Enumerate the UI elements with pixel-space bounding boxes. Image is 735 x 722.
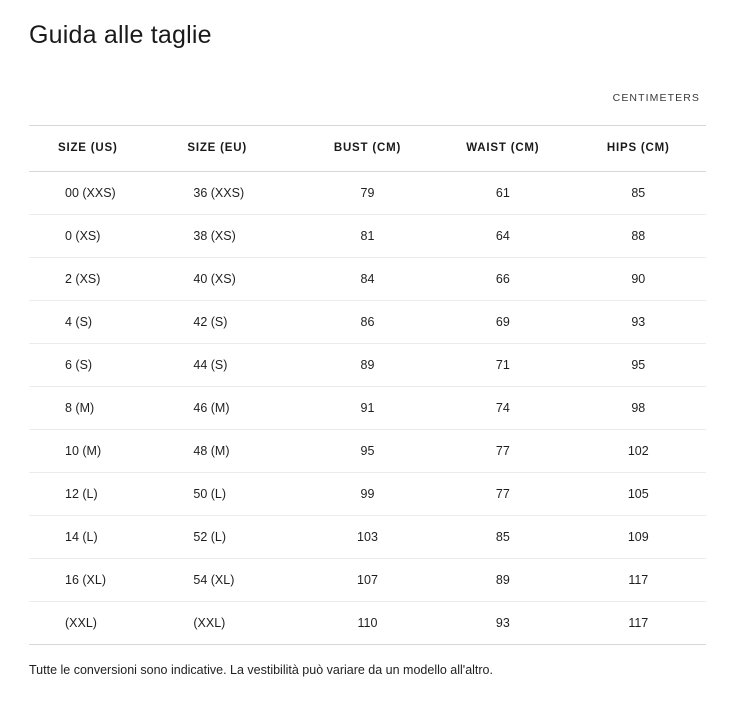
- cell-bust: 107: [300, 559, 435, 602]
- cell-hips: 117: [571, 602, 706, 645]
- cell-size-us: 16 (XL): [29, 559, 164, 602]
- column-header-bust: BUST (CM): [300, 126, 435, 172]
- cell-waist: 74: [435, 387, 570, 430]
- cell-waist: 77: [435, 430, 570, 473]
- column-header-hips: HIPS (CM): [571, 126, 706, 172]
- cell-size-eu: 38 (XS): [164, 215, 299, 258]
- cell-size-eu: 50 (L): [164, 473, 299, 516]
- cell-size-eu: 44 (S): [164, 344, 299, 387]
- cell-hips: 105: [571, 473, 706, 516]
- cell-size-eu: (XXL): [164, 602, 299, 645]
- cell-size-us: 0 (XS): [29, 215, 164, 258]
- column-header-waist: WAIST (CM): [435, 126, 570, 172]
- table-row: [29, 258, 706, 301]
- cell-size-eu: 48 (M): [164, 430, 299, 473]
- cell-bust: 110: [300, 602, 435, 645]
- cell-size-eu: 46 (M): [164, 387, 299, 430]
- table-row: [29, 387, 706, 430]
- unit-label: CENTIMETERS: [612, 92, 700, 104]
- cell-size-eu: 40 (XS): [164, 258, 299, 301]
- cell-hips: 90: [571, 258, 706, 301]
- table-row: [29, 430, 706, 473]
- cell-bust: 81: [300, 215, 435, 258]
- unit-row: [29, 88, 706, 106]
- size-table-wrapper: [29, 125, 706, 645]
- cell-size-eu: 52 (L): [164, 516, 299, 559]
- cell-hips: 98: [571, 387, 706, 430]
- cell-waist: 64: [435, 215, 570, 258]
- size-table-body: [29, 172, 706, 645]
- cell-size-us: 14 (L): [29, 516, 164, 559]
- page-title: Guida alle taglie: [29, 21, 212, 49]
- cell-hips: 102: [571, 430, 706, 473]
- table-row: [29, 473, 706, 516]
- cell-waist: 77: [435, 473, 570, 516]
- cell-waist: 93: [435, 602, 570, 645]
- table-row: [29, 215, 706, 258]
- cell-size-us: 00 (XXS): [29, 172, 164, 215]
- cell-size-eu: 42 (S): [164, 301, 299, 344]
- cell-size-us: 8 (M): [29, 387, 164, 430]
- cell-hips: 95: [571, 344, 706, 387]
- cell-hips: 93: [571, 301, 706, 344]
- cell-bust: 89: [300, 344, 435, 387]
- cell-hips: 88: [571, 215, 706, 258]
- cell-bust: 86: [300, 301, 435, 344]
- table-header-row: [29, 126, 706, 172]
- size-table: [29, 125, 706, 645]
- cell-bust: 103: [300, 516, 435, 559]
- cell-size-us: 10 (M): [29, 430, 164, 473]
- cell-size-us: 4 (S): [29, 301, 164, 344]
- table-row: [29, 301, 706, 344]
- table-row: [29, 172, 706, 215]
- cell-size-eu: 36 (XXS): [164, 172, 299, 215]
- cell-waist: 89: [435, 559, 570, 602]
- table-row: [29, 602, 706, 645]
- cell-bust: 99: [300, 473, 435, 516]
- cell-bust: 91: [300, 387, 435, 430]
- size-table-head: [29, 126, 706, 172]
- table-row: [29, 559, 706, 602]
- cell-waist: 71: [435, 344, 570, 387]
- column-header-size-eu: SIZE (EU): [164, 126, 299, 172]
- cell-size-us: 2 (XS): [29, 258, 164, 301]
- cell-bust: 95: [300, 430, 435, 473]
- cell-waist: 61: [435, 172, 570, 215]
- cell-size-us: 12 (L): [29, 473, 164, 516]
- table-row: [29, 344, 706, 387]
- cell-bust: 84: [300, 258, 435, 301]
- footnote: Tutte le conversioni sono indicative. La vestibilità può variare da un modello all'altro.: [29, 663, 493, 677]
- cell-hips: 85: [571, 172, 706, 215]
- cell-size-us: (XXL): [29, 602, 164, 645]
- column-header-size-us: SIZE (US): [29, 126, 164, 172]
- cell-waist: 85: [435, 516, 570, 559]
- cell-hips: 117: [571, 559, 706, 602]
- cell-hips: 109: [571, 516, 706, 559]
- cell-waist: 66: [435, 258, 570, 301]
- cell-waist: 69: [435, 301, 570, 344]
- table-row: [29, 516, 706, 559]
- cell-size-eu: 54 (XL): [164, 559, 299, 602]
- cell-size-us: 6 (S): [29, 344, 164, 387]
- cell-bust: 79: [300, 172, 435, 215]
